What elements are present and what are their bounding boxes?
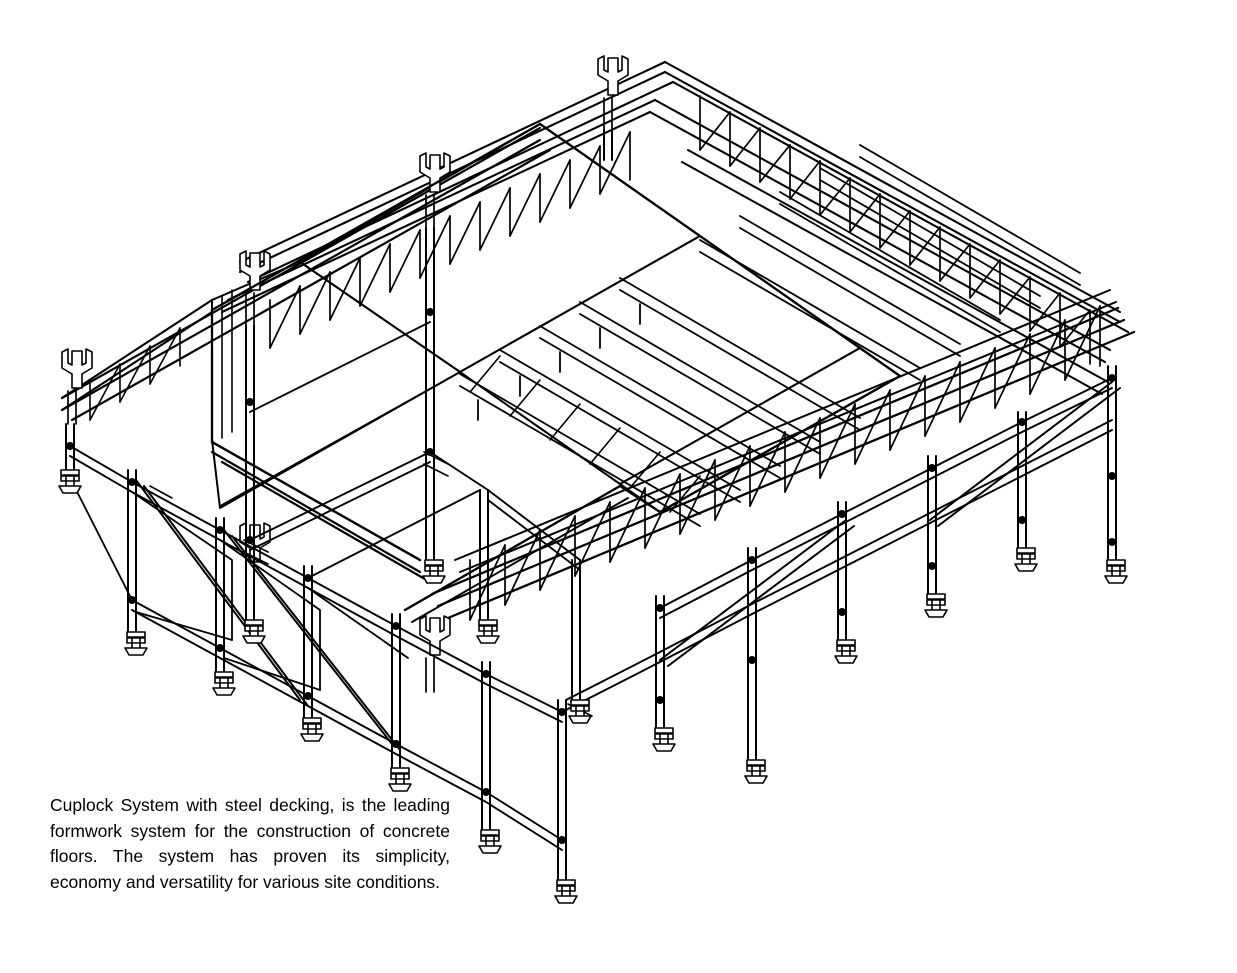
- figure-caption: Cuplock System with steel decking, is the leading formwork system for the construction of concrete floors. The system has proven its simplicity, economy and versatility for various site conditions.: [50, 795, 455, 892]
